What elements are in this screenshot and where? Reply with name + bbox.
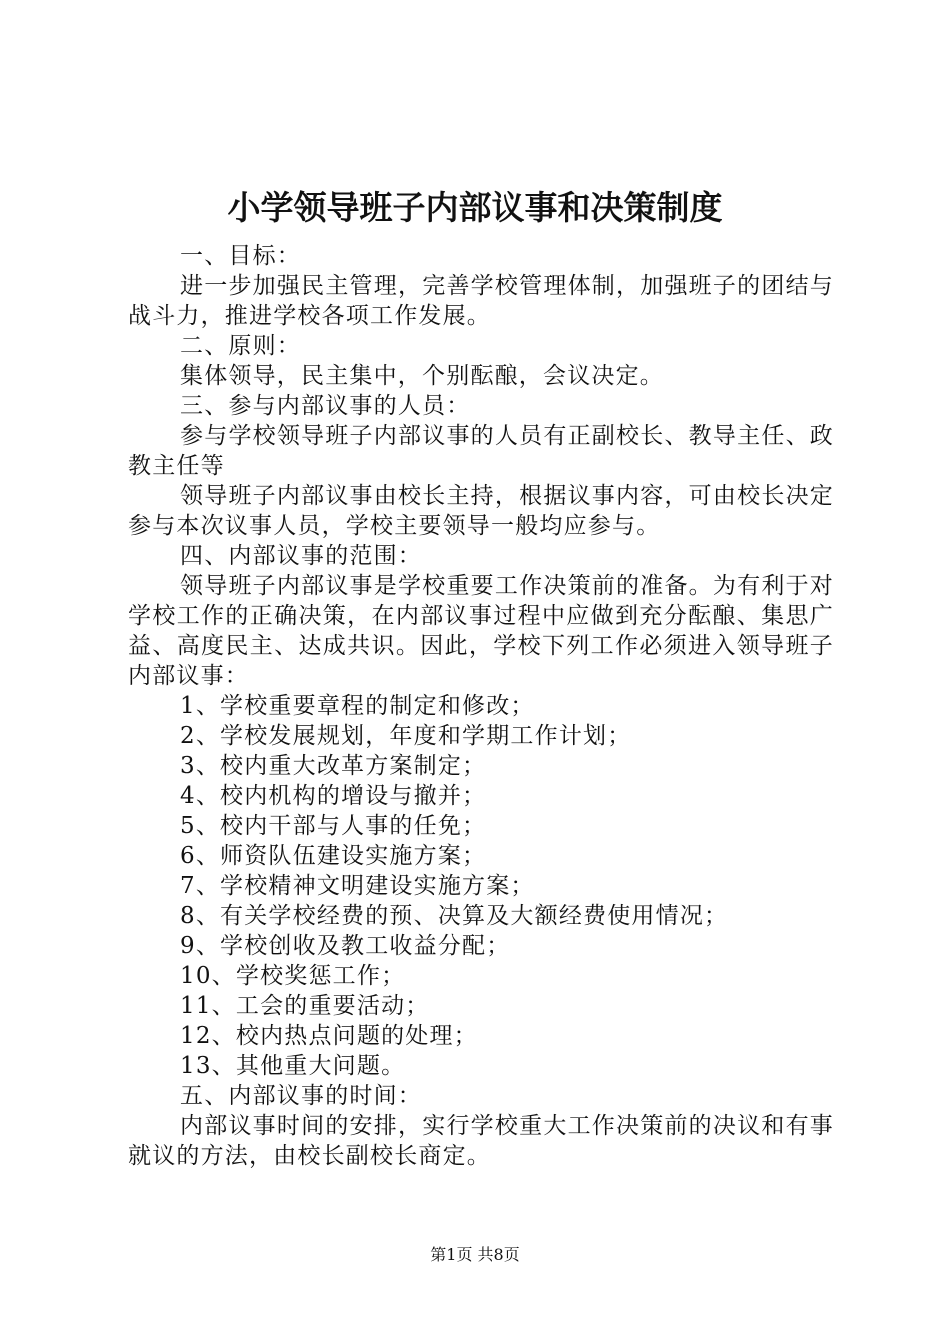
- list-item: 11、工会的重要活动；: [180, 993, 430, 1019]
- paragraph-goal: 进一步加强民主管理，完善学校管理体制，加强班子的团结与战斗力，推进学校各项工作发展。: [128, 273, 834, 329]
- list-item: 1、学校重要章程的制定和修改；: [180, 693, 535, 719]
- section-heading-participants: 三、参与内部议事的人员：: [180, 393, 471, 419]
- list-item: 7、学校精神文明建设实施方案；: [180, 873, 535, 899]
- list-item: 6、师资队伍建设实施方案；: [180, 843, 487, 869]
- section-heading-principle: 二、原则：: [180, 333, 301, 359]
- section-heading-goal: 一、目标：: [180, 243, 301, 269]
- list-item: 3、校内重大改革方案制定；: [180, 753, 487, 779]
- document-title: 小学领导班子内部议事和决策制度: [227, 188, 723, 227]
- list-item: 5、校内干部与人事的任免；: [180, 813, 487, 839]
- document-body: [128, 241, 834, 1171]
- list-item: 2、学校发展规划，年度和学期工作计划；: [180, 723, 632, 749]
- list-item: 4、校内机构的增设与撤并；: [180, 783, 487, 809]
- paragraph-scope: 领导班子内部议事是学校重要工作决策前的准备。为有利于对学校工作的正确决策，在内部议事过程中应做到充分酝酿、集思广益、高度民主、达成共识。因此，学校下列工作必须进入领导班子内部议事：: [128, 573, 834, 689]
- section-heading-time: 五、内部议事的时间：: [180, 1083, 422, 1109]
- paragraph-time: 内部议事时间的安排，实行学校重大工作决策前的决议和有事就议的方法，由校长副校长商定。: [128, 1113, 834, 1169]
- list-item: 9、学校创收及教工收益分配；: [180, 933, 511, 959]
- page-footer: 第1页 共8页: [430, 1245, 520, 1264]
- paragraph-principle: 集体领导，民主集中，个别酝酿，会议决定。: [180, 363, 664, 389]
- list-item: 12、校内热点问题的处理；: [180, 1023, 478, 1049]
- list-item: 8、有关学校经费的预、决算及大额经费使用情况；: [180, 903, 729, 929]
- section-heading-scope: 四、内部议事的范围：: [180, 543, 422, 569]
- paragraph-chair: 领导班子内部议事由校长主持，根据议事内容，可由校长决定参与本次议事人员，学校主要领导一般均应参与。: [128, 483, 834, 539]
- paragraph-participants: 参与学校领导班子内部议事的人员有正副校长、教导主任、政教主任等: [128, 423, 834, 479]
- list-item: 10、学校奖惩工作；: [180, 963, 406, 989]
- list-item: 13、其他重大问题。: [180, 1053, 406, 1079]
